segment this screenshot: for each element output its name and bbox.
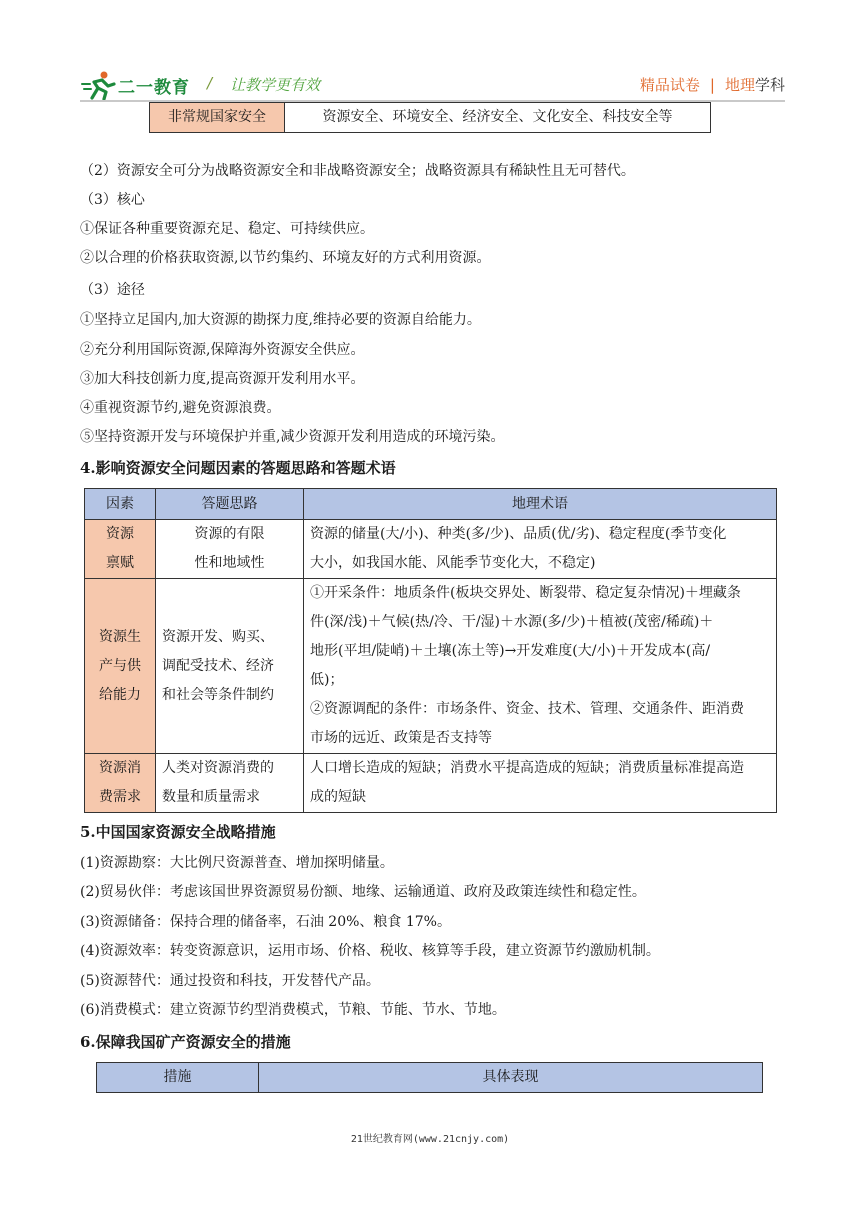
- terms-cell: [304, 579, 777, 754]
- list-item: (5)资源替代：通过投资和科技，开发替代产品。: [80, 973, 380, 989]
- page-header: [80, 70, 785, 102]
- list-item: ①坚持立足国内,加大资源的勘探力度,维持必要的资源自给能力。: [80, 312, 481, 328]
- section-heading-5: 5.中国国家资源安全战略措施: [80, 823, 276, 841]
- brand-slash: /: [207, 74, 213, 92]
- table-row: [150, 103, 711, 133]
- cell-line: 资源: [106, 526, 134, 542]
- cell-line: 禀赋: [106, 555, 134, 571]
- list-item: (2)贸易伙伴：考虑该国世界资源贸易份额、地缘、运输通道、政府及政策连续性和稳定性。: [80, 884, 646, 900]
- idea-cell: [156, 520, 304, 579]
- column-header-idea: 答题思路: [156, 489, 304, 520]
- brand-slogan: 让教学更有效: [230, 76, 321, 94]
- cell-line: 地形(平坦/陡峭)＋土壤(冻土等)→开发难度(大/小)＋开发成本(高/: [310, 643, 711, 659]
- cell-line: 资源生: [99, 628, 141, 645]
- section-heading-4: 4.影响资源安全问题因素的答题思路和答题术语: [80, 459, 396, 477]
- cell-line: 和社会等条件制约: [162, 686, 274, 703]
- list-item: (3)资源储备：保持合理的储备率，石油 20%、粮食 17%。: [80, 914, 451, 930]
- subheading-core: （3）核心: [80, 192, 145, 208]
- list-item: ④重视资源节约,避免资源浪费。: [80, 400, 281, 416]
- paragraph: （2）资源安全可分为战略资源安全和非战略资源安全；战略资源具有稀缺性且无可替代。: [80, 163, 635, 179]
- section-heading-6: 6.保障我国矿产资源安全的措施: [80, 1033, 291, 1051]
- cell-line: 资源的储量(大/小)、种类(多/少)、品质(优/劣)、稳定程度(季节变化: [310, 526, 727, 542]
- table-header-row: [97, 1063, 763, 1093]
- table-cell-label: 非常规国家安全: [150, 103, 285, 133]
- list-item: ①保证各种重要资源充足、稳定、可持续供应。: [80, 221, 374, 237]
- factor-cell: [85, 520, 156, 579]
- table-row: [85, 579, 777, 754]
- list-item: ③加大科技创新力度,提高资源开发利用水平。: [80, 371, 365, 387]
- list-item: ②充分利用国际资源,保障海外资源安全供应。: [80, 342, 365, 358]
- cell-line: 数量和质量需求: [162, 789, 260, 805]
- list-item: (4)资源效率：转变资源意识，运用市场、价格、税收、核算等手段，建立资源节约激励机制。: [80, 943, 660, 959]
- cell-line: 低)；: [310, 672, 344, 688]
- terms-cell: [304, 754, 777, 813]
- brand-name: 二一教育: [118, 78, 190, 98]
- list-item: ②以合理的价格获取资源,以节约集约、环境友好的方式利用资源。: [80, 250, 491, 266]
- cell-line: 费需求: [99, 789, 141, 805]
- cell-line: ②资源调配的条件：市场条件、资金、技术、管理、交通条件、距消费: [310, 701, 744, 717]
- cell-line: 成的短缺: [310, 789, 366, 805]
- header-separator: |: [709, 76, 715, 94]
- cell-line: 资源开发、购买、: [162, 628, 274, 645]
- cell-line: 件(深/浅)＋气候(热/冷、干/湿)＋水源(多/少)＋植被(茂密/稀疏)＋: [310, 614, 714, 630]
- factors-table: [84, 488, 777, 813]
- list-item: ⑤坚持资源开发与环境保护并重,减少资源开发利用造成的环境污染。: [80, 429, 505, 445]
- running-person-logo-icon: [80, 70, 118, 100]
- cell-line: 人口增长造成的短缺；消费水平提高造成的短缺；消费质量标准提高造: [310, 760, 744, 776]
- page-footer: 21世纪教育网(www.21cnjy.com): [350, 1134, 510, 1145]
- table-row: [85, 754, 777, 813]
- security-type-table: [149, 102, 711, 133]
- list-item: (1)资源勘察：大比例尺资源普查、增加探明储量。: [80, 855, 394, 871]
- subheading-path: （3）途径: [80, 282, 145, 298]
- factor-cell: [85, 754, 156, 813]
- column-header-detail: 具体表现: [259, 1063, 763, 1093]
- cell-line: 给能力: [99, 686, 141, 703]
- cell-line: 资源消: [99, 760, 141, 776]
- cell-line: ①开采条件：地质条件(板块交界处、断裂带、稳定复杂情况)＋埋藏条: [310, 585, 741, 601]
- list-item: (6)消费模式：建立资源节约型消费模式，节粮、节能、节水、节地。: [80, 1002, 506, 1018]
- terms-cell: [304, 520, 777, 579]
- cell-line: 市场的远近、政策是否支持等: [310, 730, 492, 746]
- table-row: [85, 520, 777, 579]
- idea-cell: [156, 579, 304, 754]
- measures-table: [96, 1062, 763, 1093]
- cell-line: 性和地域性: [194, 555, 265, 571]
- subject-suffix: 学科: [754, 76, 785, 94]
- cell-line: 产与供: [99, 657, 141, 674]
- table-header-row: [85, 489, 777, 520]
- premium-paper-label: 精品试卷: [639, 76, 700, 94]
- subject-name: 地理: [724, 76, 755, 94]
- factor-cell: [85, 579, 156, 754]
- cell-line: 大小，如我国水能、风能季节变化大，不稳定): [310, 555, 596, 571]
- idea-cell: [156, 754, 304, 813]
- column-header-measure: 措施: [97, 1063, 259, 1093]
- cell-line: 资源的有限: [194, 526, 265, 542]
- cell-line: 人类对资源消费的: [162, 760, 274, 776]
- cell-line: 调配受技术、经济: [162, 657, 274, 674]
- column-header-terms: 地理术语: [304, 489, 777, 520]
- column-header-factor: 因素: [85, 489, 156, 520]
- table-cell-value: 资源安全、环境安全、经济安全、文化安全、科技安全等: [285, 103, 711, 133]
- header-subject: [640, 74, 785, 95]
